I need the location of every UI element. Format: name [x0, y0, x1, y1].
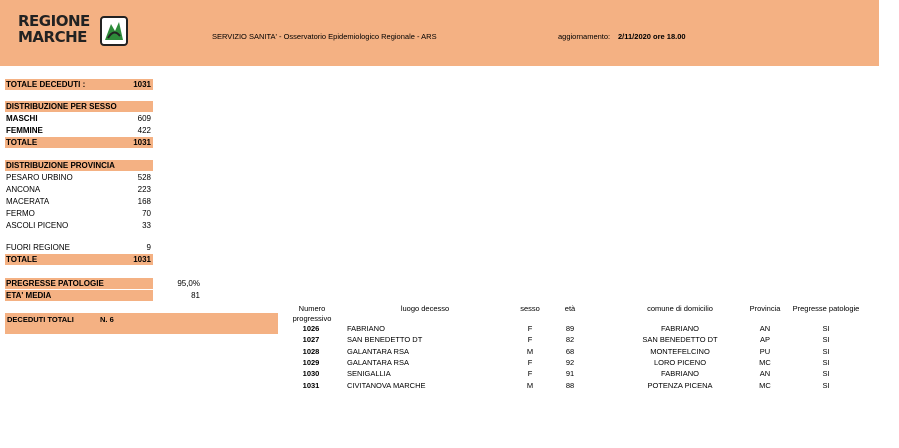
cell-sesso: M — [526, 347, 534, 356]
provincia-title-text: DISTRIBUZIONE PROVINCIA — [6, 161, 115, 170]
cell-sesso: F — [527, 358, 533, 367]
cell-luogo: GALANTARA RSA — [347, 347, 409, 356]
totale-deceduti-value: 1031 — [133, 80, 151, 89]
cell-patologie: SI — [822, 347, 830, 356]
header-title: SERVIZIO SANITA' - Osservatorio Epidemiologico Regionale - ARS — [212, 32, 437, 41]
provincia-row — [5, 208, 153, 219]
cell-comune: POTENZA PICENA — [647, 381, 713, 390]
provincia-row — [5, 196, 153, 207]
provincia-row-value: 528 — [137, 173, 151, 182]
cell-patologie: SI — [822, 324, 830, 333]
provincia-row-value: 168 — [137, 197, 151, 206]
update-value: 2/11/2020 ore 18.00 — [618, 32, 686, 41]
th-sesso: sesso — [520, 304, 540, 313]
sesso-row-label: MASCHI — [6, 114, 38, 123]
provincia-row — [5, 184, 153, 195]
cell-numero: 1028 — [302, 347, 320, 356]
cell-provincia: AP — [759, 335, 770, 344]
cell-luogo: SENIGALLIA — [347, 369, 391, 378]
sesso-total-value: 1031 — [133, 138, 151, 147]
cell-numero: 1026 — [302, 324, 320, 333]
cell-numero: 1029 — [302, 358, 320, 367]
cell-comune: MONTEFELCINO — [650, 347, 710, 356]
provincia-total-label: TOTALE — [6, 255, 38, 264]
th-numero-line1: Numero — [298, 304, 326, 313]
sesso-section-title — [5, 101, 153, 112]
cell-sesso: F — [527, 369, 533, 378]
cell-sesso: F — [527, 324, 533, 333]
sesso-row — [5, 125, 153, 136]
pregresse-patologie-label: PREGRESSE PATOLOGIE — [6, 279, 104, 288]
provincia-row-label: ANCONA — [6, 185, 41, 194]
provincia-row — [5, 220, 153, 231]
cell-provincia: PU — [759, 347, 771, 356]
cell-patologie: SI — [822, 358, 830, 367]
th-luogo: luogo decesso — [400, 304, 450, 313]
provincia-total-value: 1031 — [133, 255, 151, 264]
logo-line-1: REGIONE — [18, 12, 90, 30]
provincia-row-value: 223 — [137, 185, 151, 194]
logo-line-2: MARCHE — [18, 28, 87, 46]
eta-media-label: ETA' MEDIA — [6, 291, 52, 300]
cell-provincia: MC — [759, 381, 771, 390]
provincia-total-row — [5, 254, 153, 265]
cell-comune: FABRIANO — [661, 369, 699, 378]
provincia-row-value: 70 — [142, 209, 151, 218]
deceduti-totali-value: N. 6 — [100, 315, 114, 324]
update-label: aggiornamento: — [558, 32, 611, 41]
regione-marche-emblem-icon — [100, 16, 128, 46]
deceduti-totali-label: DECEDUTI TOTALI — [7, 315, 74, 324]
cell-eta: 88 — [565, 381, 575, 390]
cell-eta: 91 — [565, 369, 575, 378]
sesso-total-row — [5, 137, 153, 148]
header-band — [0, 0, 879, 66]
th-provincia: Provincia — [749, 304, 781, 313]
cell-patologie: SI — [822, 335, 830, 344]
provincia-section-title — [5, 160, 153, 171]
cell-comune: SAN BENEDETTO DT — [642, 335, 718, 344]
cell-provincia: AN — [759, 369, 771, 378]
totale-deceduti-row — [5, 79, 153, 90]
cell-luogo: CIVITANOVA MARCHE — [347, 381, 426, 390]
sesso-title-text: DISTRIBUZIONE PER SESSO — [6, 102, 117, 111]
cell-luogo: SAN BENEDETTO DT — [347, 335, 423, 344]
fuori-regione-value: 9 — [146, 243, 151, 252]
cell-sesso: F — [527, 335, 533, 344]
cell-patologie: SI — [822, 381, 830, 390]
cell-provincia: AN — [759, 324, 771, 333]
cell-luogo: FABRIANO — [347, 324, 385, 333]
th-numero — [287, 304, 337, 324]
eta-media-row — [5, 290, 153, 301]
eta-media-value: 81 — [191, 291, 200, 300]
cell-patologie: SI — [822, 369, 830, 378]
provincia-row-value: 33 — [142, 221, 151, 230]
th-comune: comune di domicilio — [647, 304, 713, 313]
sesso-row-value: 609 — [137, 114, 151, 123]
cell-sesso: M — [526, 381, 534, 390]
cell-eta: 89 — [565, 324, 575, 333]
cell-comune: FABRIANO — [661, 324, 699, 333]
cell-numero: 1030 — [302, 369, 320, 378]
cell-luogo: GALANTARA RSA — [347, 358, 409, 367]
sesso-row-label: FEMMINE — [6, 126, 43, 135]
cell-eta: 68 — [565, 347, 575, 356]
th-patologie: Pregresse patologie — [792, 304, 860, 313]
provincia-row-label: FERMO — [6, 209, 35, 218]
provincia-row-label: ASCOLI PICENO — [6, 221, 69, 230]
provincia-row-label: PESARO URBINO — [6, 173, 73, 182]
fuori-regione-row — [5, 242, 153, 253]
provincia-row — [5, 172, 153, 183]
th-eta: età — [564, 304, 576, 313]
totale-deceduti-label: TOTALE DECEDUTI : — [6, 80, 86, 89]
th-numero-line2: progressivo — [292, 314, 332, 323]
pregresse-patologie-row — [5, 278, 153, 289]
cell-provincia: MC — [759, 358, 771, 367]
fuori-regione-label: FUORI REGIONE — [6, 243, 71, 252]
cell-eta: 92 — [565, 358, 575, 367]
provincia-row-label: MACERATA — [6, 197, 50, 206]
pregresse-patologie-value: 95,0% — [177, 279, 200, 288]
cell-comune: LORO PICENO — [653, 358, 707, 367]
regione-marche-logo — [18, 14, 130, 50]
sesso-total-label: TOTALE — [6, 138, 38, 147]
cell-numero: 1027 — [302, 335, 320, 344]
cell-numero: 1031 — [302, 381, 320, 390]
sesso-row — [5, 113, 153, 124]
sesso-row-value: 422 — [137, 126, 151, 135]
cell-eta: 82 — [565, 335, 575, 344]
